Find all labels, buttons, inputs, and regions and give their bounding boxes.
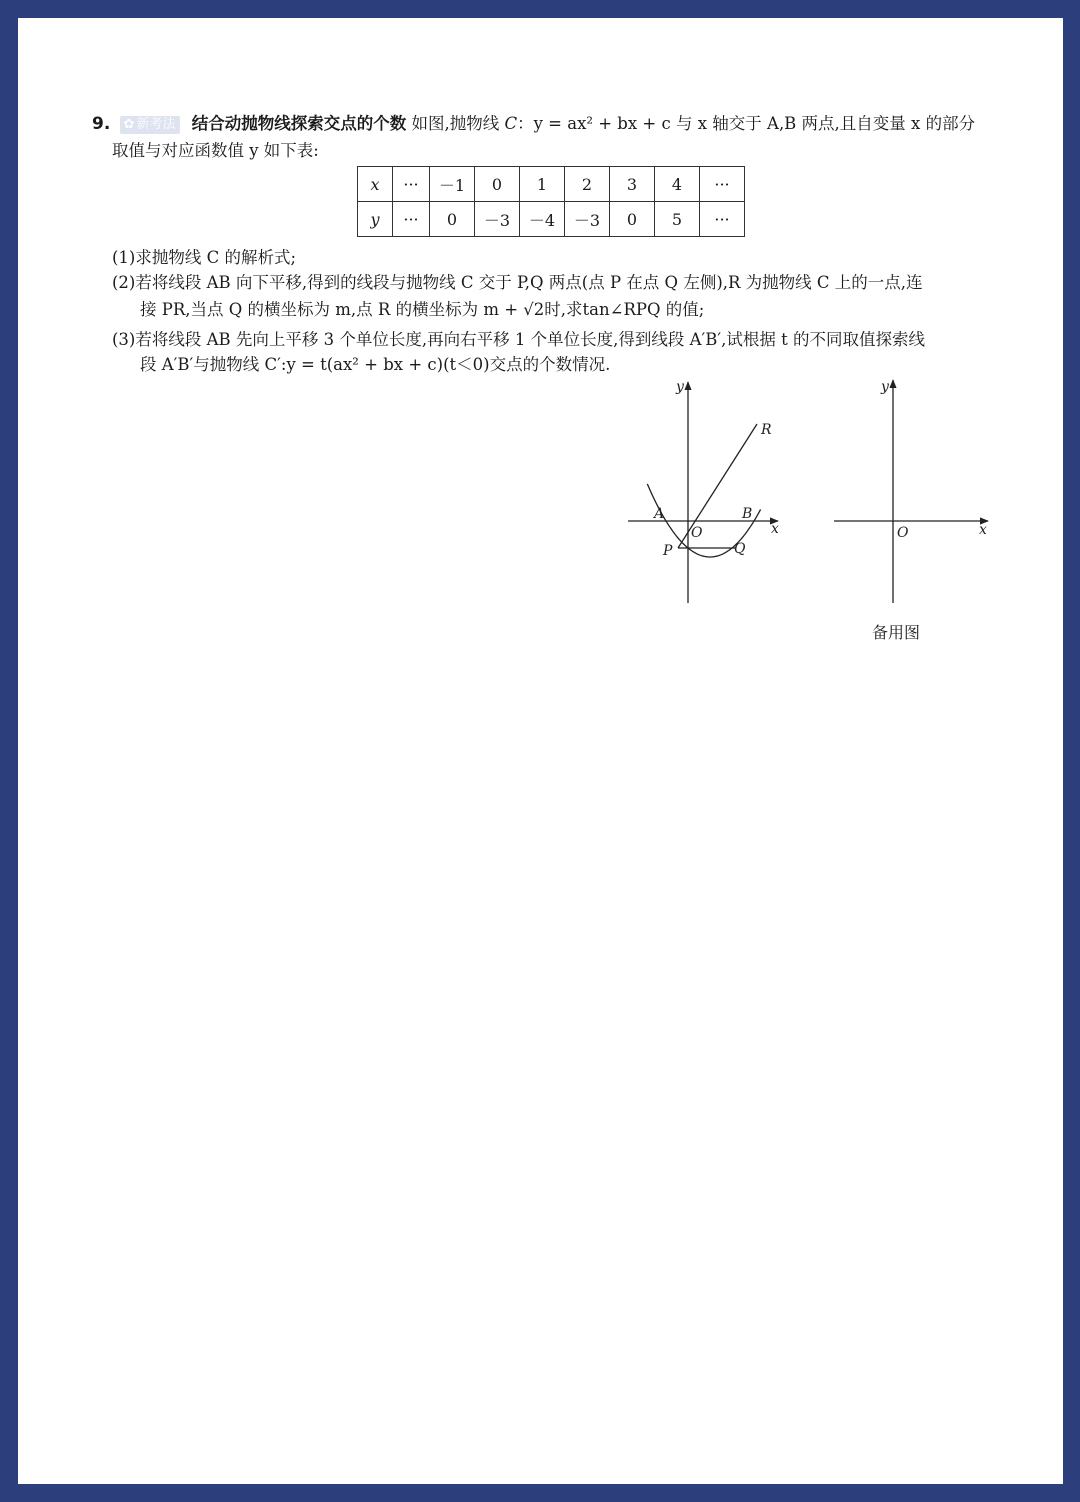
table-cell: x (358, 167, 393, 202)
table-cell: －4 (520, 202, 565, 237)
table-cell: ··· (393, 167, 430, 202)
table-cell: 0 (475, 167, 520, 202)
stem-part-c: 取值与对应函数值 y 如下表: (112, 141, 319, 160)
spare-y-axis-label: y (881, 379, 889, 395)
part-1: (1)求抛物线 C 的解析式; (112, 248, 297, 267)
point-p-label: P (663, 543, 673, 559)
table-cell: 2 (565, 167, 610, 202)
table-cell: －3 (565, 202, 610, 237)
point-a-label: A (654, 506, 665, 522)
curve-equation: ：y = ax² + bx + c (517, 114, 671, 133)
question-topic: 结合动抛物线探索交点的个数 (191, 114, 407, 133)
table-cell: 5 (655, 202, 700, 237)
x-axis-label: x (771, 521, 779, 537)
segment-pr (678, 424, 757, 548)
table-cell: －3 (475, 202, 520, 237)
part-3-line-1: (3)若将线段 AB 先向上平移 3 个单位长度,再向右平移 1 个单位长度,得到线段 A′B′,试根据 t 的不同取值探索线 (112, 330, 926, 349)
question-number: 9. (92, 114, 111, 134)
point-b-label: B (742, 506, 753, 522)
point-r-label: R (761, 422, 772, 438)
table-cell: 0 (430, 202, 475, 237)
y-axis-label: y (676, 379, 684, 395)
table-cell: ··· (393, 202, 430, 237)
table-cell: y (358, 202, 393, 237)
spare-graph (834, 380, 988, 603)
table-cell: ··· (700, 202, 745, 237)
main-graph (628, 382, 778, 603)
part-2-line-2: 接 PR,当点 Q 的横坐标为 m,点 R 的横坐标为 m + √2时,求tan∠RPQ 的值; (140, 300, 705, 319)
spare-x-axis-label: x (979, 522, 987, 538)
stem-part-a: 如图,抛物线 (411, 114, 500, 133)
table-cell: ··· (700, 167, 745, 202)
part-2-line-1: (2)若将线段 AB 向下平移,得到的线段与抛物线 C 交于 P,Q 两点(点 P 在点 Q 左侧),R 为抛物线 C 上的一点,连 (112, 273, 923, 292)
table-cell: 0 (610, 202, 655, 237)
curve-name: C (504, 114, 518, 133)
origin-label: O (691, 525, 703, 541)
table-cell: 1 (520, 167, 565, 202)
spare-figure-caption: 备用图 (872, 623, 921, 642)
tag-label: 新考法 (136, 117, 176, 132)
table-cell: 3 (610, 167, 655, 202)
point-q-label: Q (734, 541, 746, 557)
star-icon: ✿ (123, 117, 135, 132)
spare-origin-label: O (897, 525, 909, 541)
table-cell: －1 (430, 167, 475, 202)
part-3-line-2: 段 A′B′与抛物线 C′:y = t(ax² + bx + c)(t＜0)交点的个数情况. (140, 355, 611, 374)
table-cell: 4 (655, 167, 700, 202)
stem-part-b: 与 x 轴交于 A,B 两点,且自变量 x 的部分 (675, 114, 976, 133)
